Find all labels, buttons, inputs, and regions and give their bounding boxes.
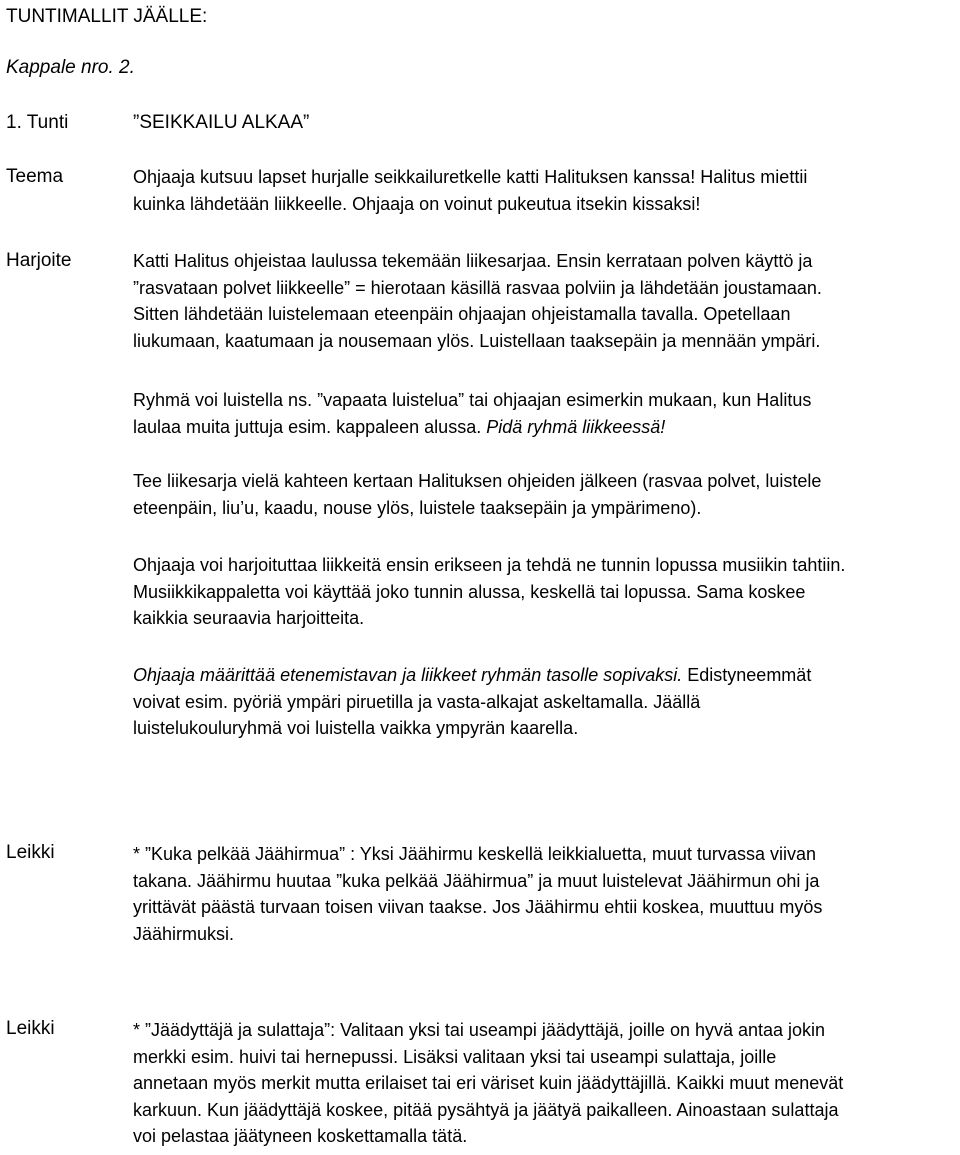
lesson-number: 1. Tunti [6,112,69,133]
harjoite-paragraph-2 [133,387,953,440]
chapter-heading: Kappale nro. 2. [6,57,135,78]
lesson-title: ”SEIKKAILU ALKAA” [133,112,310,133]
harjoite-paragraph-3 [133,468,953,521]
harjoite-line: Ohjaaja voi harjoituttaa liikkeitä ensin erikseen ja tehdä ne tunnin lopussa musiikin tahtiin. [133,555,846,575]
harjoite-line: Musiikkikappaletta voi käyttää joko tunnin alussa, keskellä tai lopussa. Sama koskee [133,581,806,602]
harjoite-paragraph-1 [133,248,953,354]
leikki-1-text [133,841,953,947]
leikki-line: annetaan myös merkit mutta erilaiset tai eri väriset kuin jäädyttäjillä. Kaikki muut menevät [133,1073,844,1093]
harjoite-line: kaikkia seuraavia harjoitteita. [133,608,365,628]
harjoite-emphasis: Pidä ryhmä liikkeessä! [486,416,666,437]
teema-line: Ohjaaja kutsuu lapset hurjalle seikkailuretkelle katti Halituksen kanssa! Halitus miettii [133,167,808,187]
harjoite-line: voivat esim. pyöriä ympäri piruetilla ja vasta-alkajat askeltamalla. Jäällä [133,691,701,712]
harjoite-paragraph-4 [133,552,953,632]
harjoite-line: ”rasvataan polvet liikkeelle” = hierotaan käsillä rasvaa polviin ja lähdetään joustamaan. [133,277,822,298]
harjoite-label: Harjoite [6,250,72,271]
harjoite-line: luistelukouluryhmä voi luistella vaikka ympyrän kaarella. [133,718,579,738]
teema-label: Teema [6,166,64,187]
leikki-line: * ”Jäädyttäjä ja sulattaja”: Valitaan yksi tai useampi jäädyttäjä, joille on hyvä antaa jokin [133,1020,826,1040]
harjoite-text: laulaa muita juttuja esim. kappaleen alussa. [133,416,487,437]
document-title: TUNTIMALLIT JÄÄLLE: [6,6,208,27]
teema-text [133,164,953,217]
harjoite-emphasis: Ohjaaja määrittää etenemistavan ja liikkeet ryhmän tasolle sopivaksi. [133,665,683,685]
harjoite-line: liukumaan, kaatumaan ja nousemaan ylös. Luistellaan taaksepäin ja mennään ympäri. [133,330,821,351]
harjoite-line: Katti Halitus ohjeistaa laulussa tekemään liikesarjaa. Ensin kerrataan polven käyttö ja [133,251,813,271]
harjoite-line: Tee liikesarja vielä kahteen kertaan Halituksen ohjeiden jälkeen (rasvaa polvet, luistele [133,471,822,491]
harjoite-line [133,662,953,689]
leikki-line: yrittävät päästä turvaan toisen viivan taakse. Jos Jäähirmu ehtii koskea, muuttuu myös [133,897,823,917]
harjoite-paragraph-5 [133,662,953,742]
leikki-line: karkuun. Kun jäädyttäjä koskee, pitää pysähtyä ja jäätyä paikalleen. Ainoastaan sulattaja [133,1099,839,1120]
harjoite-line [133,414,953,441]
leikki-line: voi pelastaa jäätyneen koskettamalla tätä. [133,1126,468,1146]
leikki-2-text [133,1017,953,1150]
harjoite-line: Sitten lähdetään luistelemaan eteenpäin ohjaajan ohjeistamalla tavalla. Opetellaan [133,304,791,324]
harjoite-line: eteenpäin, liu’u, kaadu, nouse ylös, luistele taaksepäin ja ympärimeno). [133,497,702,518]
leikki-line: takana. Jäähirmu huutaa ”kuka pelkää Jäähirmua” ja muut luistelevat Jäähirmun ohi ja [133,870,820,891]
harjoite-line: Ryhmä voi luistella ns. ”vapaata luistelua” tai ohjaajan esimerkin mukaan, kun Halitus [133,390,812,410]
leikki-line: Jäähirmuksi. [133,923,235,944]
harjoite-text: Edistyneemmät [682,665,812,685]
leikki-line: merkki esim. huivi tai hernepussi. Lisäksi valitaan yksi tai useampi sulattaja, joille [133,1046,777,1067]
leikki-label: Leikki [6,842,55,863]
teema-line: kuinka lähdetään liikkeelle. Ohjaaja on voinut pukeutua itsekin kissaksi! [133,193,701,214]
leikki-line: * ”Kuka pelkää Jäähirmua” : Yksi Jäähirmu keskellä leikkialuetta, muut turvassa viivan [133,844,816,864]
leikki-label: Leikki [6,1018,55,1039]
